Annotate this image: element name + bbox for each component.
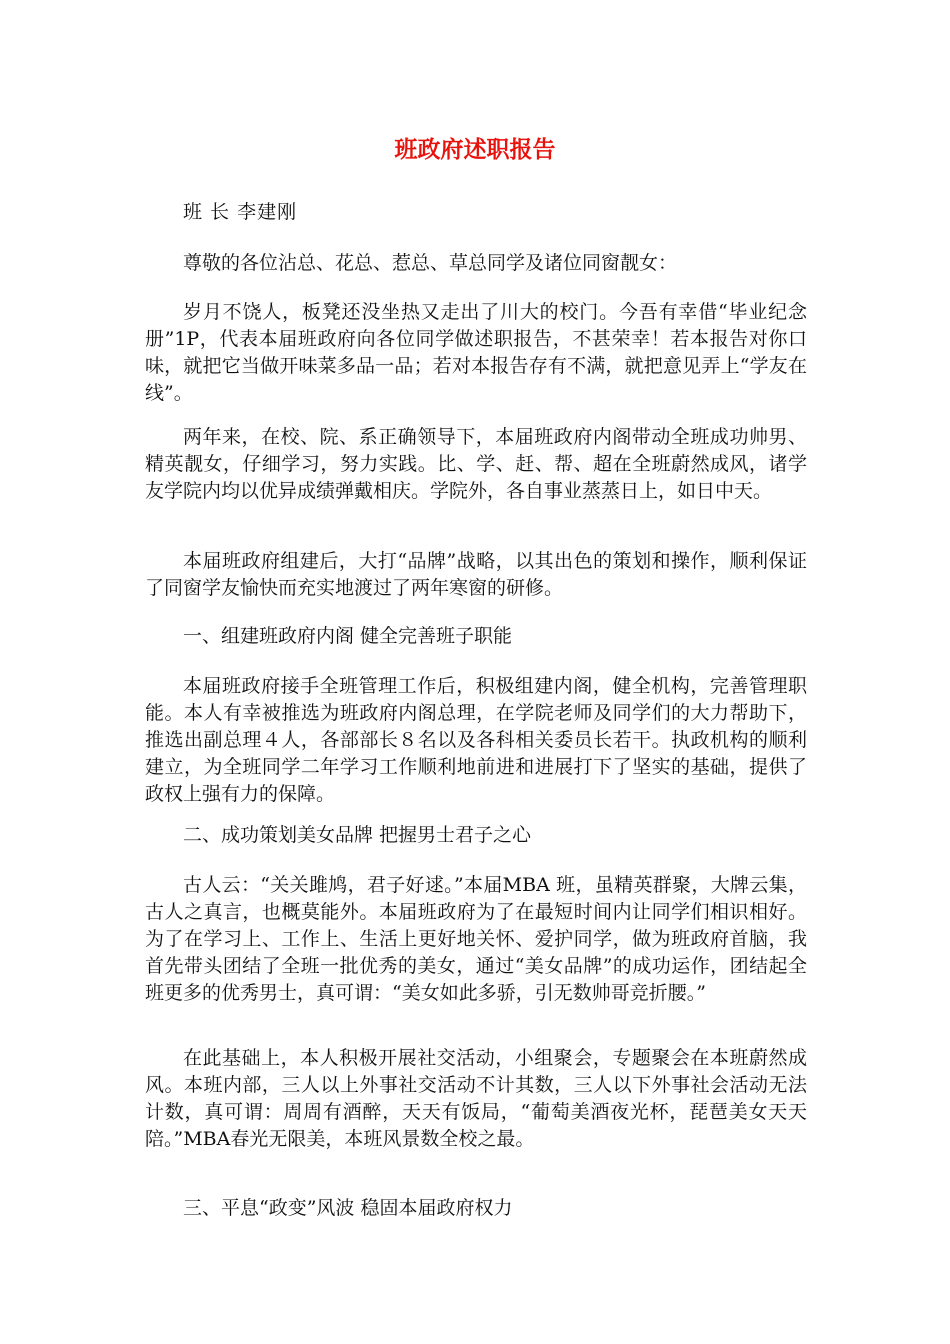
paragraph-5: 古人云：“关关雎鸠，君子好逑。”本届MBA 班，虽精英群聚，大牌云集，古人之真言，也概莫能外。本届班政府为了在最短时间内让同学们相识相好。为了在学习上、工作上、生活上更好地关怀、爱护同学，做为班政府首脑，我首先带头团结了全班一批优秀的美女，通过“美女品牌”的成功运作，团结起全班更多的优秀男士，真可谓：“美女如此多骄，引无数帅哥竞折腰。” (145, 874, 807, 1004)
salutation: 尊敬的各位沾总、花总、惹总、草总同学及诸位同窗靓女： (183, 252, 678, 274)
document-title: 班政府述职报告 (394, 137, 556, 163)
paragraph-3: 本届班政府组建后，大打“品牌”战略，以其出色的策划和操作，顺利保证了同窗学友愉快而充实地渡过了两年寒窗的研修。 (145, 550, 807, 599)
section-heading-2: 二、成功策划美女品牌 把握男士君子之心 (183, 824, 532, 846)
paragraph-1: 岁月不饶人，板凳还没坐热又走出了川大的校门。今吾有幸借“毕业纪念册”1P，代表本届班政府向各位同学做述职报告，不甚荣幸！若本报告对你口味，就把它当做开味菜多品一品；若对本报告存有不满，就把意见弄上“学友在线”。 (145, 301, 807, 404)
paragraph-4: 本届班政府接手全班管理工作后，积极组建内阁，健全机构，完善管理职能。本人有幸被推选为班政府内阁总理，在学院老师及同学们的大力帮助下，推选出副总理４人，各部部长８名以及各科相关委员长若干。执政机构的顺利建立，为全班同学二年学习工作顺利地前进和进展打下了坚实的基础，提供了政权上强有力的保障。 (145, 675, 807, 805)
section-heading-1: 一、组建班政府内阁 健全完善班子职能 (183, 625, 513, 647)
paragraph-6: 在此基础上，本人积极开展社交活动，小组聚会，专题聚会在本班蔚然成风。本班内部，三人以上外事社交活动不计其数，三人以下外事社会活动无法计数，真可谓：周周有酒醉，天天有饭局，“葡萄美酒夜光杯，琵琶美女天天陪。”MBA春光无限美，本班风景数全校之最。 (145, 1047, 807, 1150)
author-line: 班 长 李建刚 (183, 201, 298, 223)
paragraph-2: 两年来，在校、院、系正确领导下，本届班政府内阁带动全班成功帅男、精英靓女，仔细学习，努力实践。比、学、赶、帮、超在全班蔚然成风，诸学友学院内均以优异成绩弹戴相庆。学院外，各自事业蒸蒸日上，如日中天。 (145, 426, 807, 502)
section-heading-3: 三、平息“政变”风波 稳固本届政府权力 (183, 1197, 513, 1219)
